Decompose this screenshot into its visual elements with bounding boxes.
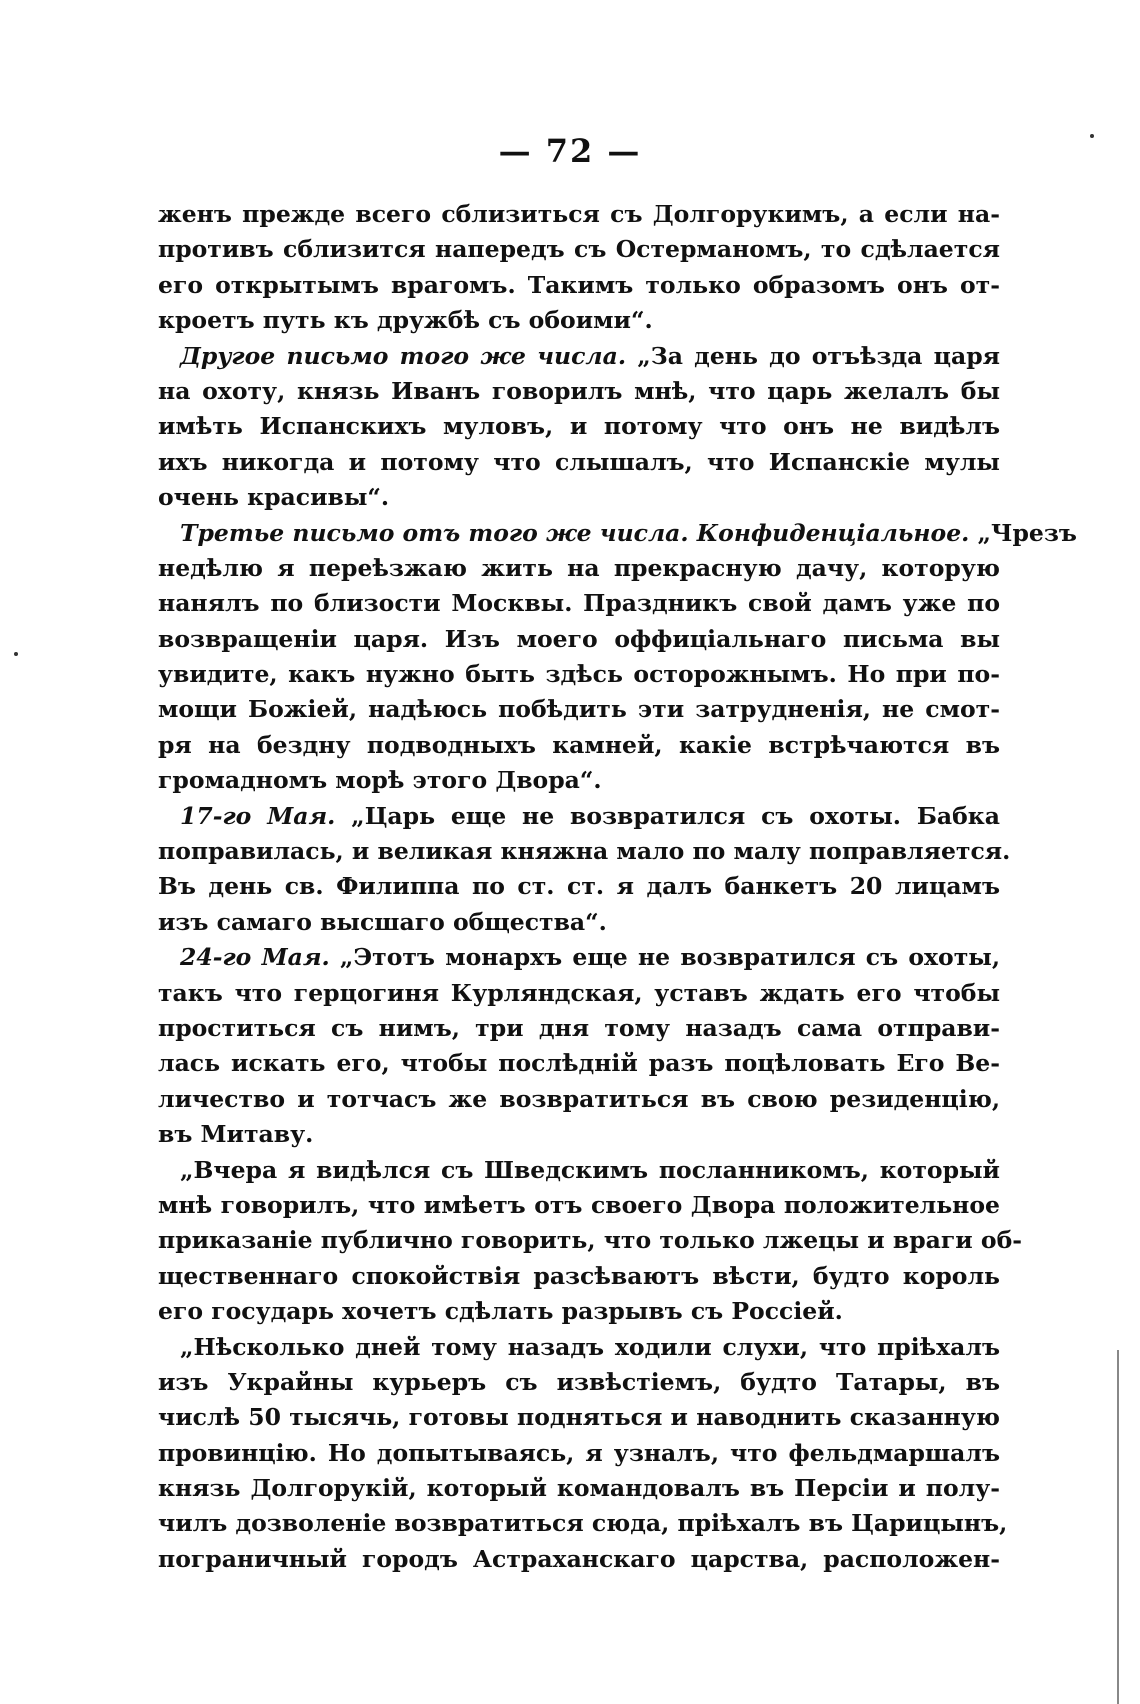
text-line-body: „За день до отъѣзда царя (626, 341, 1000, 370)
text-line: противъ сблизится напередъ съ Остерманомъ, то сдѣлается (158, 235, 1000, 264)
text-line: ихъ никогда и потому что слышалъ, что Испанскіе мулы (158, 447, 1000, 476)
text-line: щественнаго спокойствія разсѣваютъ вѣсти, будто король (158, 1261, 1000, 1290)
text-line: мощи Божіей, надѣюсь побѣдить эти затрудненія, не смот- (158, 695, 1000, 724)
scan-edge-line (1117, 1350, 1119, 1704)
text-line: ря на бездну подводныхъ камней, какіе встрѣчаются въ (158, 730, 1000, 759)
text-line-body: „Царь еще не возвратился съ охоты. Бабка (335, 801, 1000, 830)
text-line (158, 799, 1000, 834)
text-line (158, 339, 1000, 374)
scan-speck (14, 652, 18, 656)
text-line: чилъ дозволеніе возвратиться сюда, пріѣхалъ въ Царицынъ, (158, 1509, 1008, 1538)
text-line (158, 940, 1000, 975)
text-line: князь Долгорукій, который командовалъ въ Персіи и полу- (158, 1474, 1000, 1503)
text-line: женъ прежде всего сблизиться съ Долгорукимъ, а если на- (158, 200, 1000, 228)
text-line: увидите, какъ нужно быть здѣсь осторожнымъ. Но при по- (158, 660, 1000, 689)
body-text (158, 197, 1077, 1577)
scan-speck (1090, 134, 1094, 138)
text-line: его государь хочетъ сдѣлать разрывъ съ Россіей. (158, 1297, 843, 1326)
text-line: изъ Украйны курьеръ съ извѣстіемъ, будто Татары, въ (158, 1367, 1000, 1396)
text-line: пограничный городъ Астраханскаго царства, расположен- (158, 1544, 1000, 1573)
text-line: на охоту, князь Иванъ говорилъ мнѣ, что царь желалъ бы (158, 376, 1000, 405)
text-line: провинцію. Но допытываясь, я узналъ, что фельдмаршалъ (158, 1438, 1000, 1467)
text-line: громадномъ морѣ этого Двора“. (158, 766, 602, 795)
text-line: такъ что герцогиня Курляндская, уставъ ждать его чтобы (158, 978, 1000, 1007)
text-line: возвращеніи царя. Изъ моего оффиціальнаго письма вы (158, 624, 1000, 653)
text-line: имѣть Испанскихъ муловъ, и потому что онъ не видѣлъ (158, 412, 1000, 441)
date-heading: 24-го Мая. (180, 943, 330, 972)
text-line: поправилась, и великая княжна мало по малу поправляется. (158, 837, 1011, 866)
text-line-body: „Этотъ монархъ еще не возвратился съ охоты, (329, 943, 1000, 972)
text-line: лась искать его, чтобы послѣдній разъ поцѣловать Его Ве- (158, 1049, 1000, 1078)
text-line: его открытымъ врагомъ. Такимъ только образомъ онъ от- (158, 270, 1000, 299)
text-line: Въ день св. Филиппа по ст. ст. я далъ банкетъ 20 лицамъ (158, 872, 1000, 901)
text-line: личество и тотчасъ же возвратиться въ свою резиденцію, (158, 1084, 1000, 1113)
text-line: приказаніе публично говорить, что только лжецы и враги об- (158, 1226, 1022, 1255)
page-number: — 72 — (498, 132, 642, 170)
text-line: „Вчера я видѣлся съ Шведскимъ посланникомъ, который (180, 1155, 1000, 1184)
text-line: числѣ 50 тысячь, готовы подняться и наводнить сказанную (158, 1403, 1000, 1432)
letter-heading: Третье письмо отъ того же числа. Конфиденціальное. (180, 518, 970, 547)
text-line (158, 516, 1077, 551)
text-line: кроетъ путь къ дружбѣ съ обоими“. (158, 306, 653, 335)
text-line: изъ самаго высшаго общества“. (158, 907, 607, 936)
text-line: недѣлю я переѣзжаю жить на прекрасную дачу, которую (158, 553, 1000, 582)
text-line: проститься съ нимъ, три дня тому назадъ сама отправи- (158, 1013, 1000, 1042)
letter-heading: Другое письмо того же числа. (180, 341, 627, 370)
text-line-body: „Чрезъ (969, 518, 1077, 547)
text-line: „Нѣсколько дней тому назадъ ходили слухи, что пріѣхалъ (180, 1332, 1000, 1361)
text-line: очень красивы“. (158, 483, 390, 512)
text-line: нанялъ по близости Москвы. Праздникъ свой дамъ уже по (158, 589, 1000, 618)
text-line: мнѣ говорилъ, что имѣетъ отъ своего Двора положительное (158, 1190, 1000, 1219)
date-heading: 17-го Мая. (180, 801, 336, 830)
text-line: въ Митаву. (158, 1120, 314, 1149)
